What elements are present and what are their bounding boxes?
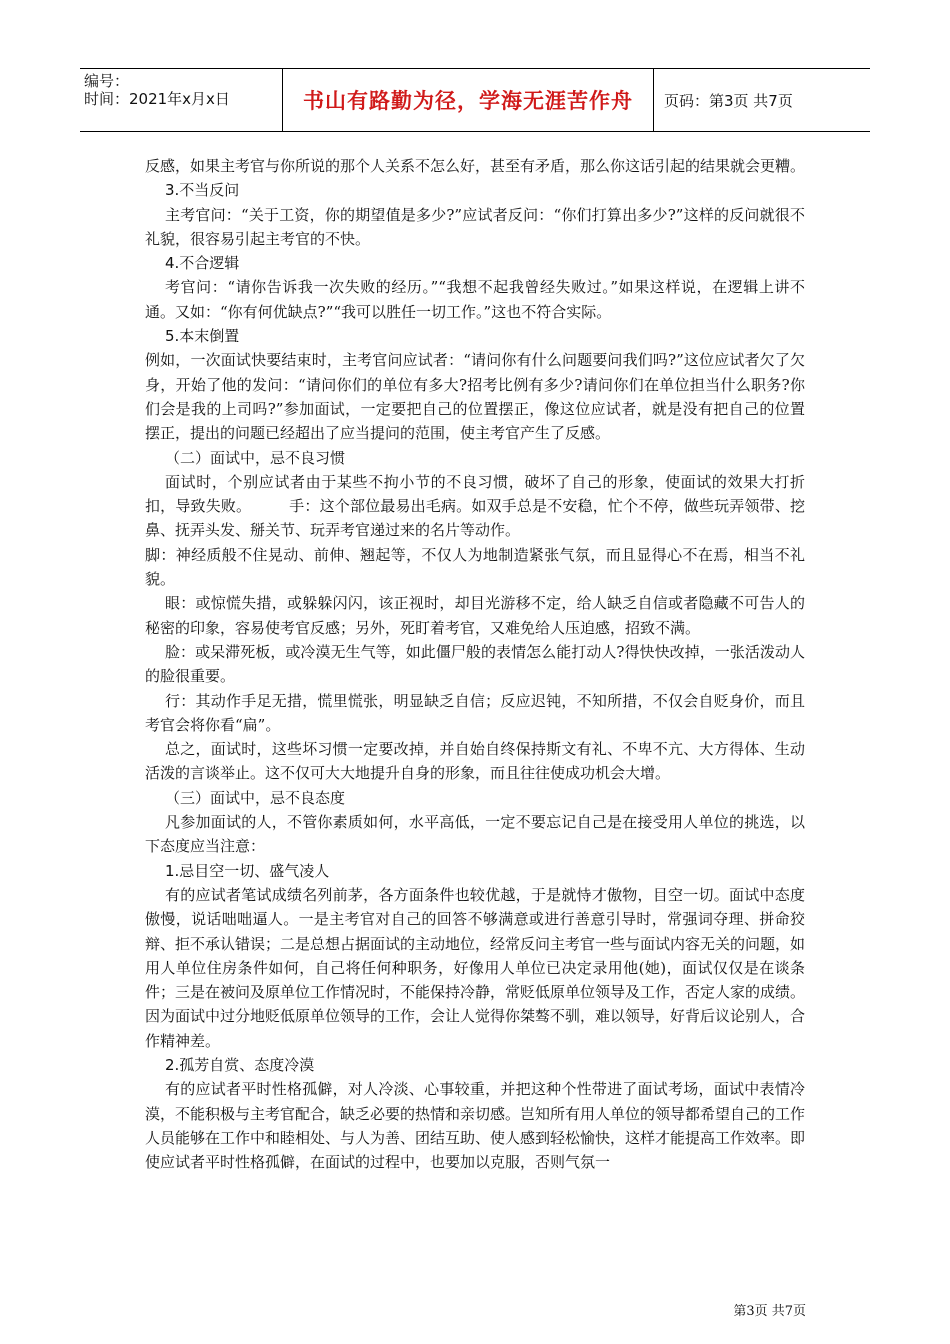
- paragraph: 脚：神经质般不住晃动、前伸、翘起等，不仅人为地制造紧张气氛，而且显得心不在焉，相当不礼貌。: [145, 545, 805, 589]
- section-heading: （二）面试中，忌不良习惯: [165, 448, 346, 467]
- document-number: 编号：: [84, 72, 130, 90]
- paragraph: 凡参加面试的人，不管你素质如何，水平高低，一定不要忘记自己是在接受用人单位的挑选，以下态度应当注意：: [145, 813, 805, 856]
- header-motto: 书山有路勤为径，学海无涯苦作舟: [282, 69, 654, 131]
- subsection-heading: 5.本末倒置: [165, 327, 240, 346]
- paragraph: 总之，面试时，这些坏习惯一定要改掉，并自始自终保持斯文有礼、不卑不亢、大方得体、生动活泼的言谈举止。这不仅可大大地提升自身的形象，而且往往使成功机会大增。: [145, 740, 805, 783]
- paragraph: 有的应试者平时性格孤僻，对人冷淡、心事较重，并把这种个性带进了面试考场，面试中表情冷漠，不能积极与主考官配合，缺乏必要的热情和亲切感。岂知所有用人单位的领导都希望自己的工作人员能够在工作中和睦相处、与人为善、团结互助、使人感到轻松愉快，这样才能提高工作效率。即使应试者平时性格孤僻，在面试的过程中，也要加以克服，否则气氛一: [145, 1080, 806, 1172]
- paragraph: 面试时，个别应试者由于某些不拘小节的不良习惯，破坏了自己的形象，使面试的效果大打折扣，导致失败。 手：这个部位最易出毛病。如双手总是不安稳，忙个不停，做些玩弄领带、挖鼻、抚弄头发、掰关节、玩弄考官递过来的名片等动作。: [145, 472, 805, 540]
- paragraph: 例如，一次面试快要结束时，主考官问应试者：“请问你有什么问题要问我们吗?”这位应试者欠了欠身，开始了他的发问：“请问你们的单位有多大?招考比例有多少?请问你们在单位担当什么职务?你们会是我的上司吗?”参加面试，一定要把自己的位置摆正，像这位应试者，就是没有把自己的位置摆正，提出的问题已经超出了应当提问的范围，使主考官产生了反感。: [145, 351, 805, 443]
- header-meta: [80, 69, 282, 131]
- section-heading: （三）面试中，忌不良态度: [165, 788, 346, 807]
- paragraph: 行：其动作手足无措，慌里慌张，明显缺乏自信；反应迟钝，不知所措，不仅会自贬身价，而且考官会将你看“扁”。: [145, 691, 805, 734]
- paragraph: 主考官问：“关于工资，你的期望值是多少?”应试者反问：“你们打算出多少?”这样的反问就很不礼貌，很容易引起主考官的不快。: [145, 205, 805, 248]
- paragraph: 眼：或惊慌失措，或躲躲闪闪，该正视时，却目光游移不定，给人缺乏自信或者隐藏不可告人的秘密的印象，容易使考官反感；另外，死盯着考官，又难免给人压迫感，招致不满。: [145, 594, 805, 637]
- subsection-heading: 4.不合逻辑: [165, 254, 240, 273]
- subsection-heading: 3.不当反问: [165, 181, 240, 200]
- document-body: [145, 154, 805, 1174]
- header-page-number: 页码：第3页 共7页: [664, 91, 793, 110]
- document-time: 时间：2021年x月x日: [84, 90, 230, 108]
- paragraph: 有的应试者笔试成绩名列前茅，各方面条件也较优越，于是就恃才傲物，目空一切。面试中态度傲慢，说话咄咄逼人。一是主考官对自己的回答不够满意或进行善意引导时，常强词夺理、拼命狡辩、拒不承认错误；二是总想占据面试的主动地位，经常反问主考官一些与面试内容无关的问题，如用人单位住房条件如何，自己将任何种职务，好像用人单位已决定录用他(她)，面试仅仅是在谈条件；三是在被问及原单位工作情况时，不能保持冷静，常贬低原单位领导及工作，否定人家的成绩。因为面试中过分地贬低原单位领导的工作，会让人觉得你桀骜不驯，难以领导，好背后议论别人，合作精神差。: [145, 885, 806, 1050]
- page-footer: 第3页 共7页: [733, 1304, 806, 1319]
- page-header: [80, 68, 870, 132]
- paragraph: 考官问：“请你告诉我一次失败的经历。”“我想不起我曾经失败过。”如果这样说，在逻辑上讲不通。又如：“你有何优缺点?”“我可以胜任一切工作。”这也不符合实际。: [145, 278, 805, 321]
- paragraph: 脸：或呆滞死板，或冷漠无生气等，如此僵尸般的表情怎么能打动人?得快快改掉，一张活泼动人的脸很重要。: [145, 642, 805, 686]
- paragraph: 反感，如果主考官与你所说的那个人关系不怎么好，甚至有矛盾，那么你这话引起的结果就会更糟。: [145, 157, 806, 175]
- subsection-heading: 2.孤芳自赏、态度冷漠: [165, 1055, 315, 1074]
- subsection-heading: 1.忌目空一切、盛气凌人: [165, 861, 330, 880]
